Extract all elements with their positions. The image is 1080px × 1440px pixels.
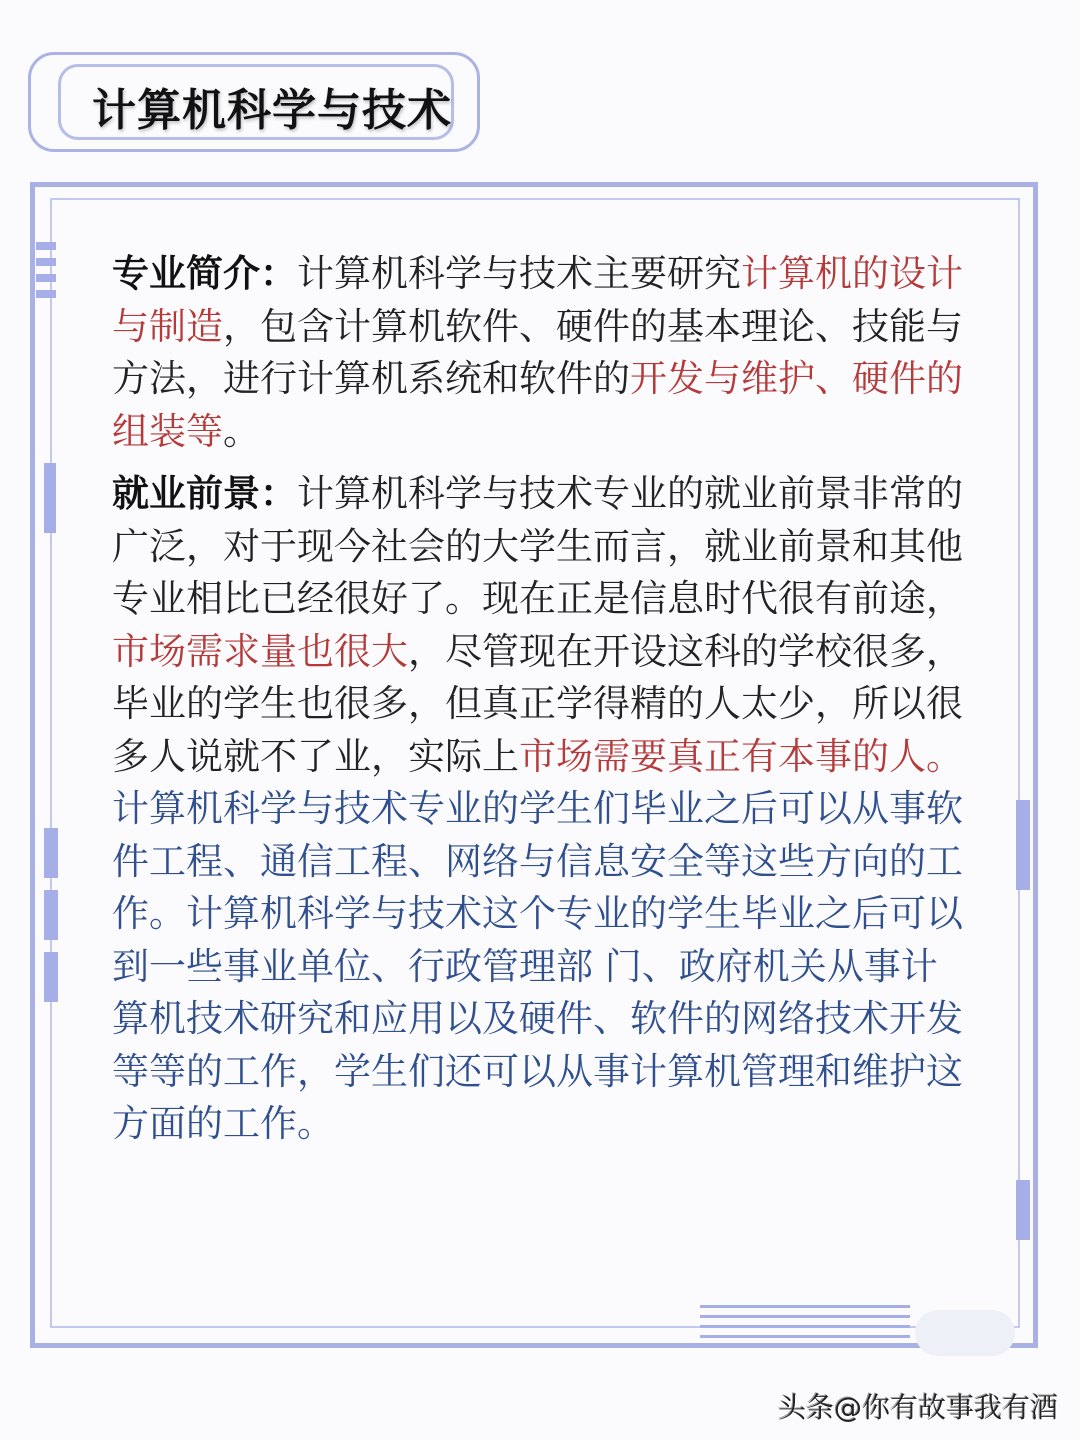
text-segment: 计算机科学与技术主要研究 bbox=[297, 252, 741, 295]
highlight-red: 市场需要真正有本事的人 bbox=[519, 734, 926, 778]
text-segment: 计算机科学与技术专业的就业前景非常的广泛，对于现今社会的大学生而言，就业前景和其他专业相比已经很好了。现在正是信息时代很有前途， bbox=[112, 472, 963, 620]
highlight-red: 市场需求量也很大 bbox=[112, 629, 408, 673]
decor-bar bbox=[44, 828, 58, 878]
section-label: 就业前景： bbox=[112, 472, 297, 515]
decor-bar bbox=[700, 1335, 910, 1338]
watermark: 头条@你有故事我有酒 bbox=[778, 1391, 1059, 1424]
text-segment: 。 bbox=[926, 734, 963, 778]
decor-bar bbox=[44, 890, 58, 940]
page-title: 计算机科学与技术 bbox=[92, 85, 452, 136]
section-prospects bbox=[112, 468, 974, 1151]
logo-badge bbox=[915, 1310, 1015, 1356]
highlight-blue: 计算机科学与技术专业的学生们毕业之后可以从事软件工程、通信工程、网络与信息安全等这些方向的工作。计算机科学与技术这个专业的学生毕业之后可以到一些事业单位、行政管理部 门、政府机关从事计算机技术研究和应用以及硬件、软件的网络技术开发等等的工作，学生们还可以从事计算机管理和维护这方面的工作。 bbox=[112, 787, 963, 1145]
section-label: 专业简介： bbox=[112, 252, 297, 295]
decor-bar bbox=[700, 1305, 910, 1308]
text-segment: 。 bbox=[223, 409, 260, 453]
decor-bar bbox=[36, 242, 56, 250]
decor-bar bbox=[36, 258, 56, 266]
decor-bar bbox=[44, 952, 58, 1002]
highlight-red: 开发与维护、硬件的组装等 bbox=[112, 357, 963, 453]
decor-bar bbox=[36, 290, 56, 298]
article-body bbox=[112, 248, 974, 1161]
decor-bar bbox=[700, 1325, 910, 1328]
section-intro bbox=[112, 248, 974, 458]
decor-bar bbox=[44, 463, 56, 533]
highlight-red: 计算机的设计与制造 bbox=[112, 252, 963, 348]
decor-bar bbox=[700, 1315, 910, 1318]
decor-bar bbox=[1016, 1180, 1030, 1240]
decor-bar bbox=[36, 274, 56, 282]
text-segment: ，尽管现在开设这科的学校很多，毕业的学生也很多，但真正学得精的人太少，所以很多人说就不了业，实际上 bbox=[112, 629, 963, 778]
text-segment: ，包含计算机软件、硬件的基本理论、技能与方法，进行计算机系统和软件的 bbox=[112, 304, 963, 400]
decor-bar bbox=[1016, 800, 1030, 890]
decor-bar bbox=[44, 510, 56, 512]
